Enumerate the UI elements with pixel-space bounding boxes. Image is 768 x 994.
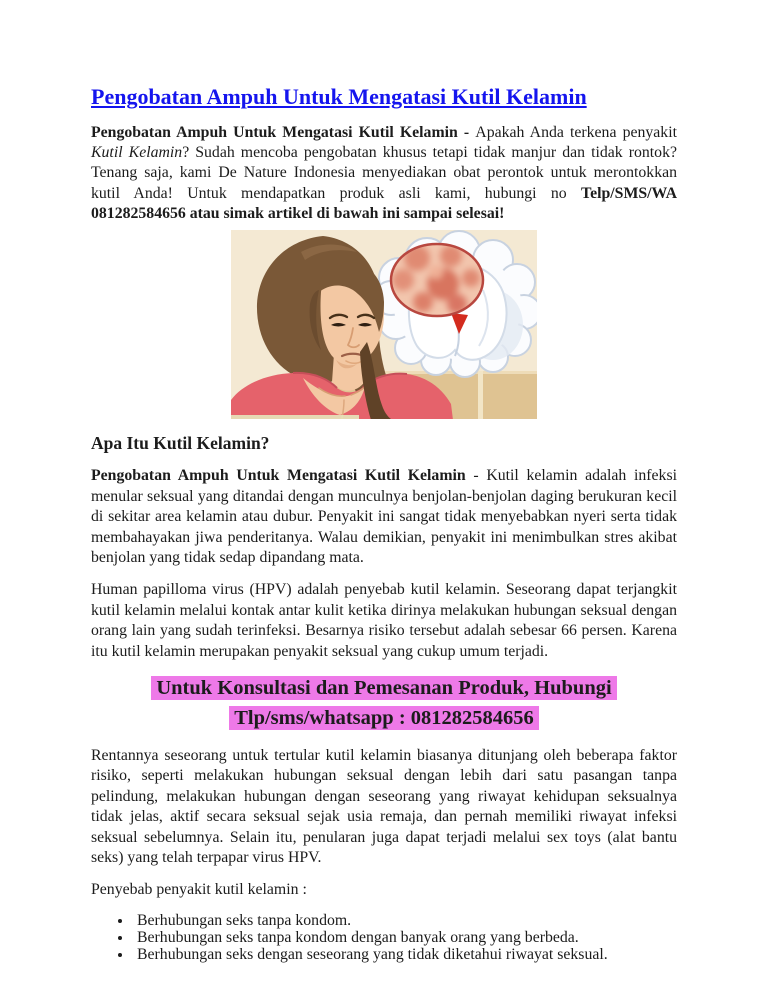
intro-regular-1: Apakah Anda terkena penyakit bbox=[475, 123, 677, 141]
contact-highlight-line1: Untuk Konsultasi dan Pemesanan Produk, Hubungi bbox=[151, 676, 616, 700]
article-title-link[interactable]: Pengobatan Ampuh Untuk Mengatasi Kutil Kelamin bbox=[91, 84, 587, 109]
illustration-kutil-kelamin-icon bbox=[231, 230, 537, 419]
definition-rest: - Kutil kelamin adalah infeksi menular seksual yang ditandai dengan munculnya benjolan-benjolan daging berukuran kecil di sekitar area kelamin atau dubur. Penyakit ini sangat tidak menyebabkan nyeri serta tidak membahayakan jiwa penderitanya. Walau demikian, penyakit ini menimbulkan stres akibat benjolan yang tidak sedap dipandang mata. bbox=[91, 467, 677, 566]
list-item: • Berhubungan seks dengan seseorang yang tidak diketahui riwayat seksual. bbox=[133, 946, 677, 963]
ledge-strip bbox=[231, 415, 359, 419]
intro-regular-2: ? Sudah mencoba pengobatan khusus tetapi tidak manjur dan tidak rontok? Tenang saja, kami De Nature Indonesia menyediakan obat perontok untuk merontokkan kutil Anda! Untuk mendapatkan produk asli kami, hubungi no bbox=[91, 143, 677, 202]
cause-list bbox=[91, 912, 677, 963]
intro-paragraph bbox=[91, 123, 677, 225]
contact-banner bbox=[91, 674, 677, 734]
cause-intro-paragraph: Penyebab penyakit kutil kelamin : bbox=[91, 881, 307, 899]
intro-italic-term: Kutil Kelamin bbox=[91, 143, 183, 161]
article-illustration bbox=[91, 230, 677, 419]
page-title bbox=[91, 83, 677, 111]
definition-paragraph bbox=[91, 466, 677, 568]
intro-lead-bold: Pengobatan Ampuh Untuk Mengatasi Kutil Kelamin - bbox=[91, 123, 476, 141]
list-item: • Berhubungan seks tanpa kondom dengan banyak orang yang berbeda. bbox=[133, 929, 677, 946]
definition-lead-bold: Pengobatan Ampuh Untuk Mengatasi Kutil Kelamin bbox=[91, 467, 466, 485]
hpv-paragraph: Human papilloma virus (HPV) adalah penyebab kutil kelamin. Seseorang dapat terjangkit kutil kelamin melalui kontak antar kulit ketika dirinya melakukan hubungan seksual dengan orang lain yang sudah terinfeksi. Besarnya risiko tersebut adalah sebesar 66 persen. Karena itu kutil kelamin merupakan penyakit seksual yang cukup umum terjadi. bbox=[91, 581, 677, 660]
risk-paragraph: Rentannya seseorang untuk tertular kutil kelamin biasanya ditunjang oleh beberapa faktor risiko, seperti melakukan hubungan seksual dengan lebih dari satu pasangan tanpa pelindung, melakukan hubungan dengan seseorang yang riwayat kehidupan seksualnya tidak jelas, aktif secara seksual sejak usia remaja, dan pernah memiliki riwayat infeksi seksual sebelumnya. Selain itu, penularan juga dapat terjadi melalui sex toys (alat bantu seks) yang telah terpapar virus HPV. bbox=[91, 746, 677, 866]
intro-phone-bold: Telp/SMS/WA 081282584656 atau simak artikel di bawah ini sampai selesai! bbox=[91, 184, 677, 223]
section-heading: Apa Itu Kutil Kelamin? bbox=[91, 432, 270, 453]
contact-highlight-line2: Tlp/sms/whatsapp : 081282584656 bbox=[229, 706, 539, 730]
list-item: • Berhubungan seks tanpa kondom. bbox=[133, 912, 677, 929]
magnified-warts-circle bbox=[391, 244, 483, 316]
